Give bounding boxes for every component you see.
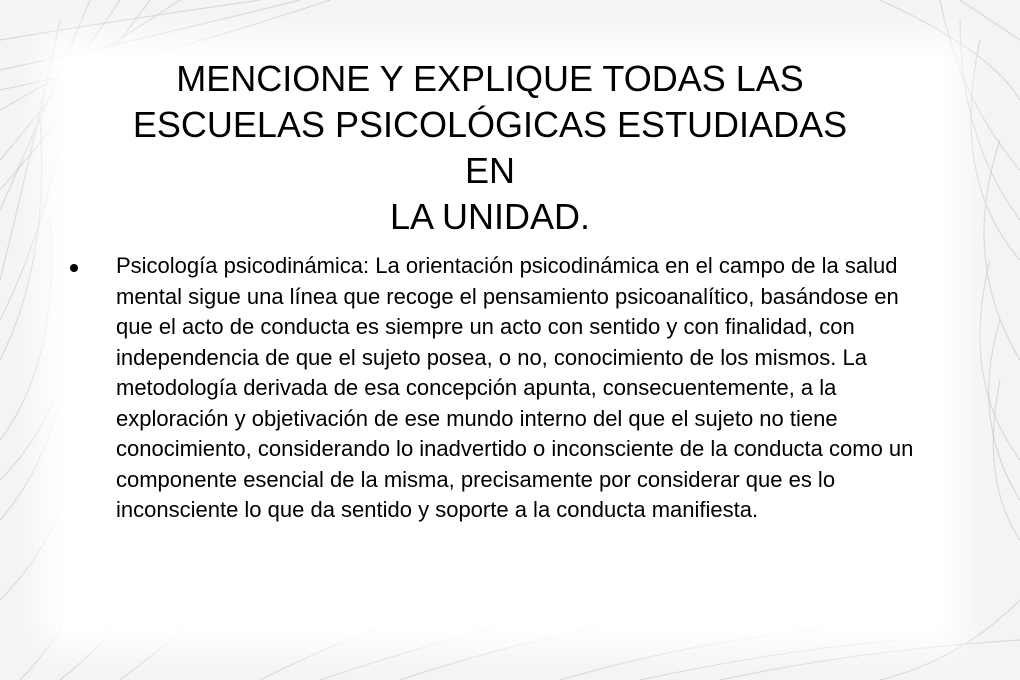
bullet-list — [68, 251, 948, 526]
bullet-item — [68, 251, 948, 526]
title-line: MENCIONE Y EXPLIQUE TODAS LAS — [176, 58, 804, 99]
slide-title — [40, 56, 940, 240]
title-line: LA UNIDAD. — [389, 196, 591, 237]
title-line: EN — [464, 150, 515, 191]
title-line: ESCUELAS PSICOLÓGICAS ESTUDIADAS — [132, 104, 848, 145]
bullet-text: Psicología psicodinámica: La orientación psicodinámica en el campo de la salud mental sigue una línea que recoge el pensamiento psicoanalítico, basándose en que el acto de conducta es siempre un acto con sentido y con finalidad, con independencia de que el sujeto posea, o no, conocimiento de los mismos. La metodología derivada de esa concepción apunta, consecuentemente, a la exploración y objetivación de ese mundo interno del que el sujeto no tiene conocimiento, considerando lo inadvertido o inconsciente de la conducta como un componente esencial de la misma, precisamente por considerar que es lo inconsciente lo que da sentido y soporte a la conducta manifiesta. — [116, 253, 914, 522]
bullet-dot-icon — [70, 264, 78, 272]
